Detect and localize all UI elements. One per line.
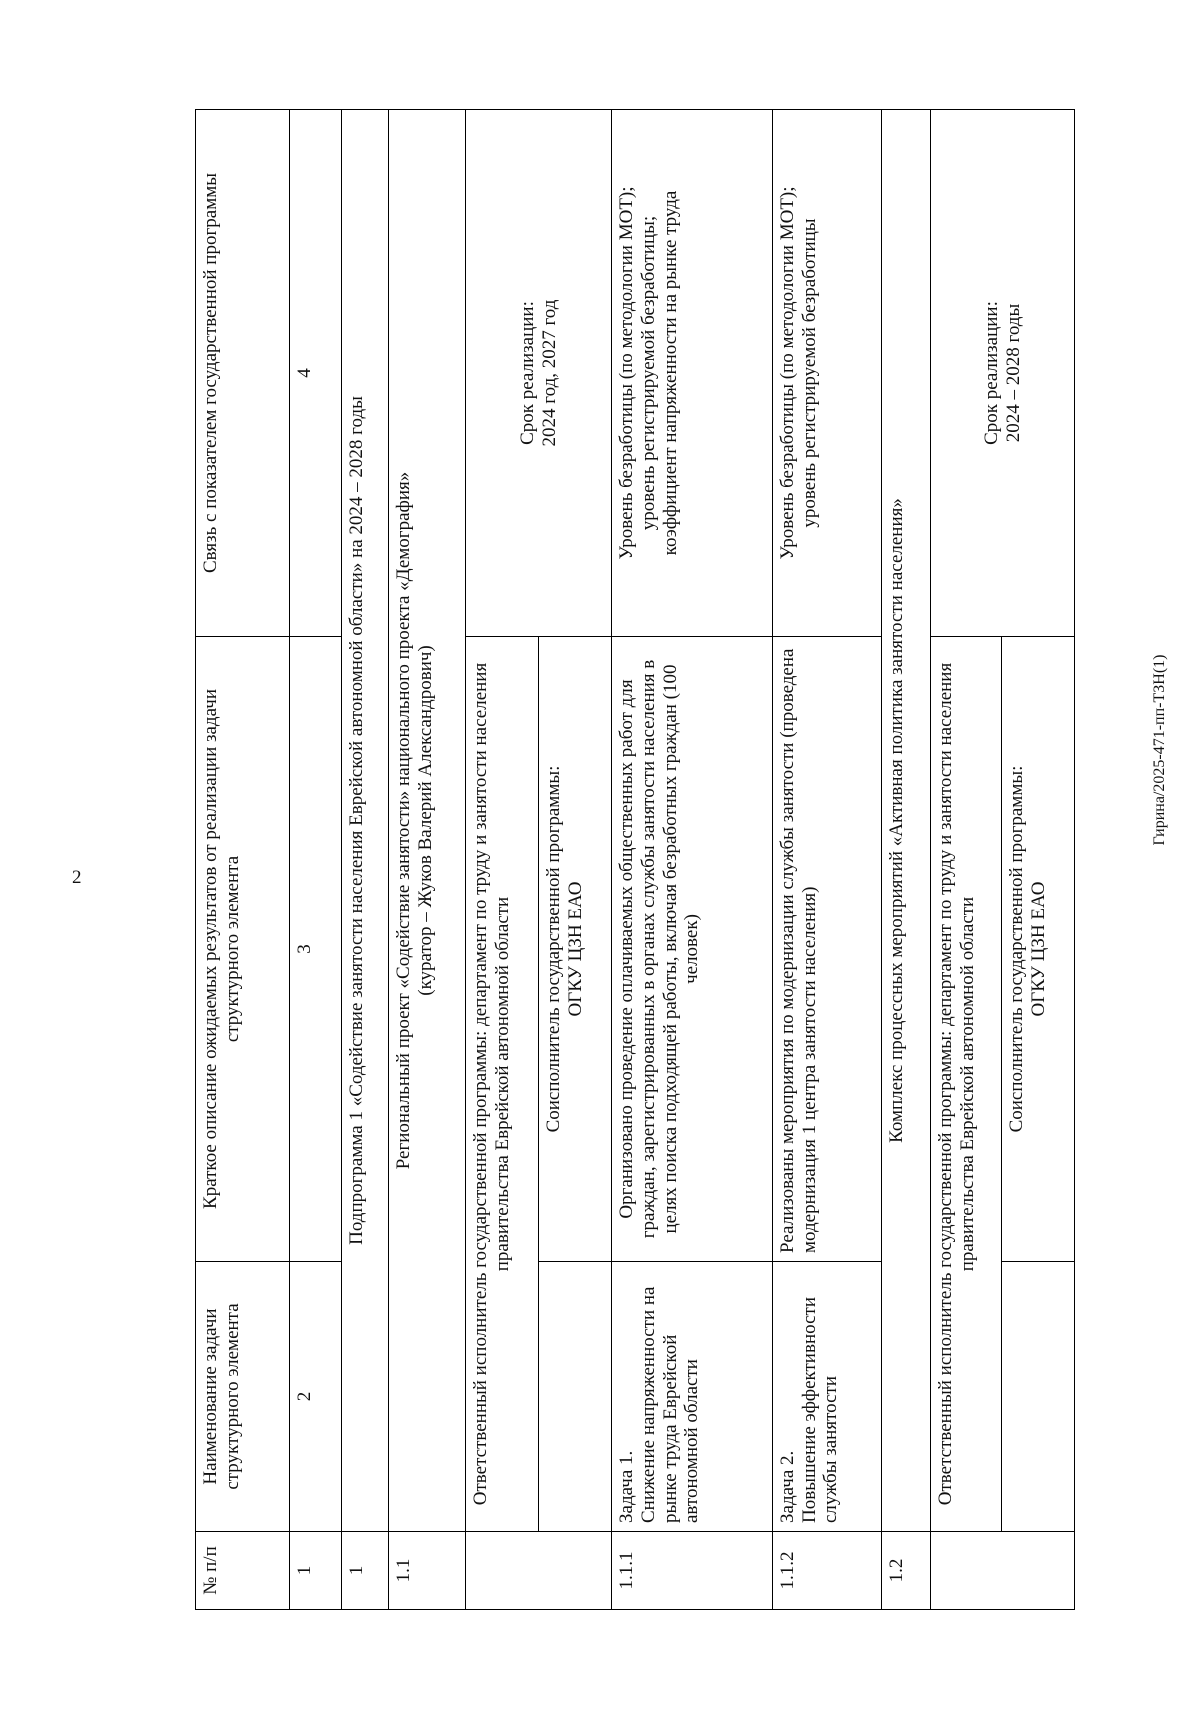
document-footer-code [1150,654,1170,846]
regional-coexecutor-value: ОГКУ ЦЗН ЕАО [564,881,586,1017]
page-number: 2 [72,867,82,888]
task-2-name: Повышение эффективности службы занятости [798,1297,842,1523]
header-indicator-link: Связь с показателем государственной программы [196,110,290,637]
regional-coexecutor-cell [539,637,612,1262]
complex-number: 1.2 [882,1532,931,1610]
column-number-4: 4 [290,110,341,637]
regional-responsible-empty-cell [466,1532,612,1610]
document-footer-code-text: Гирина/2025-471-пп-ТЗН(1) [1151,654,1168,846]
regional-responsible-executor: Ответственный исполнитель государственной программы: департамент по труду и занятости населения правительства Еврейской автономной области [466,637,539,1532]
task-1-row [611,110,772,1610]
task-1-description: Организовано проведение оплачиваемых общественных работ для граждан, зарегистрированных в органах службы занятости населения в целях поиска подходящей работы, включая безработных граждан (100 человек) [611,637,772,1262]
subprogram-row [341,110,388,1610]
column-number-1: 1 [290,1532,341,1610]
regional-term-label: Срок реализации: [516,301,538,445]
regional-term-value: 2024 год, 2027 год [538,299,560,447]
task-2-row [772,110,881,1610]
task-1-indicator-3: коэффициент напряженности на рынке труда [659,190,681,556]
complex-title: Комплекс процессных мероприятий «Активная политика занятости населения» [882,110,931,1532]
regional-project-curator: (куратор – Жуков Валерий Александрович) [414,645,436,996]
complex-term-value: 2024 – 2028 годы [1002,303,1024,443]
complex-term-cell [931,110,1075,637]
complex-coexecutor-value: ОГКУ ЦЗН ЕАО [1027,881,1049,1017]
regional-responsible-row [466,110,539,1610]
task-2-description: Реализованы мероприятия по модернизации службы занятости (проведена модернизация 1 центра занятости населения) [772,637,881,1262]
subprogram-title: Подпрограмма 1 «Содействие занятости населения Еврейской автономной области» на 2024 – 2028 годы [341,110,388,1532]
complex-coexecutor-label: Соисполнитель государственной программы: [1006,765,1028,1133]
task-2-name-cell [772,1262,881,1532]
task-1-indicators-cell [611,110,772,637]
regional-term-cell [466,110,612,637]
complex-responsible-executor: Ответственный исполнитель государственной программы: департамент по труду и занятости населения правительства Еврейской автономной области [931,637,1002,1532]
structural-elements-table [195,109,1075,1610]
regional-coexecutor-empty-cell [539,1262,612,1532]
task-1-name: Снижение напряженности на рынке труда Еврейской автономной области [637,1286,703,1523]
task-1-indicator-2: уровень регистрируемой безработицы; [637,215,659,531]
subprogram-number: 1 [341,1532,388,1610]
complex-responsible-empty-cell [931,1532,1075,1610]
column-number-2: 2 [290,1262,341,1532]
complex-term-label: Срок реализации: [980,301,1002,445]
regional-project-title: Региональный проект «Содействие занятости» национального проекта «Демография» [392,471,414,1170]
header-number: № п/п [196,1532,290,1610]
task-2-indicator-2: уровень регистрируемой безработицы [798,218,820,528]
table-header-row [196,110,290,1610]
task-1-indicator-1: Уровень безработицы (по методологии МОТ); [615,186,637,560]
task-2-indicators-cell [772,110,881,637]
complex-responsible-row [931,110,1002,1610]
task-1-number: 1.1.1 [611,1532,772,1610]
regional-project-row [388,110,465,1610]
task-2-label: Задача 2. [776,1450,798,1523]
column-number-3: 3 [290,637,341,1262]
complex-coexecutor-cell [1002,637,1075,1262]
regional-project-title-cell [388,110,465,1532]
task-2-number: 1.1.2 [772,1532,881,1610]
complex-row [882,110,931,1610]
task-2-indicator-1: Уровень безработицы (по методологии МОТ); [776,186,798,560]
table-container [195,110,1075,1610]
rotated-table-frame [195,110,1075,1610]
column-numbers-row [290,110,341,1610]
regional-coexecutor-label: Соисполнитель государственной программы: [543,765,564,1133]
header-task-name: Наименование задачи структурного элемента [196,1262,290,1532]
complex-coexecutor-empty-cell [1002,1262,1075,1532]
task-1-label: Задача 1. [615,1450,637,1523]
regional-project-number: 1.1 [388,1532,465,1610]
header-expected-results: Краткое описание ожидаемых результатов от реализации задачи структурного элемента [196,637,290,1262]
task-1-name-cell [611,1262,772,1532]
